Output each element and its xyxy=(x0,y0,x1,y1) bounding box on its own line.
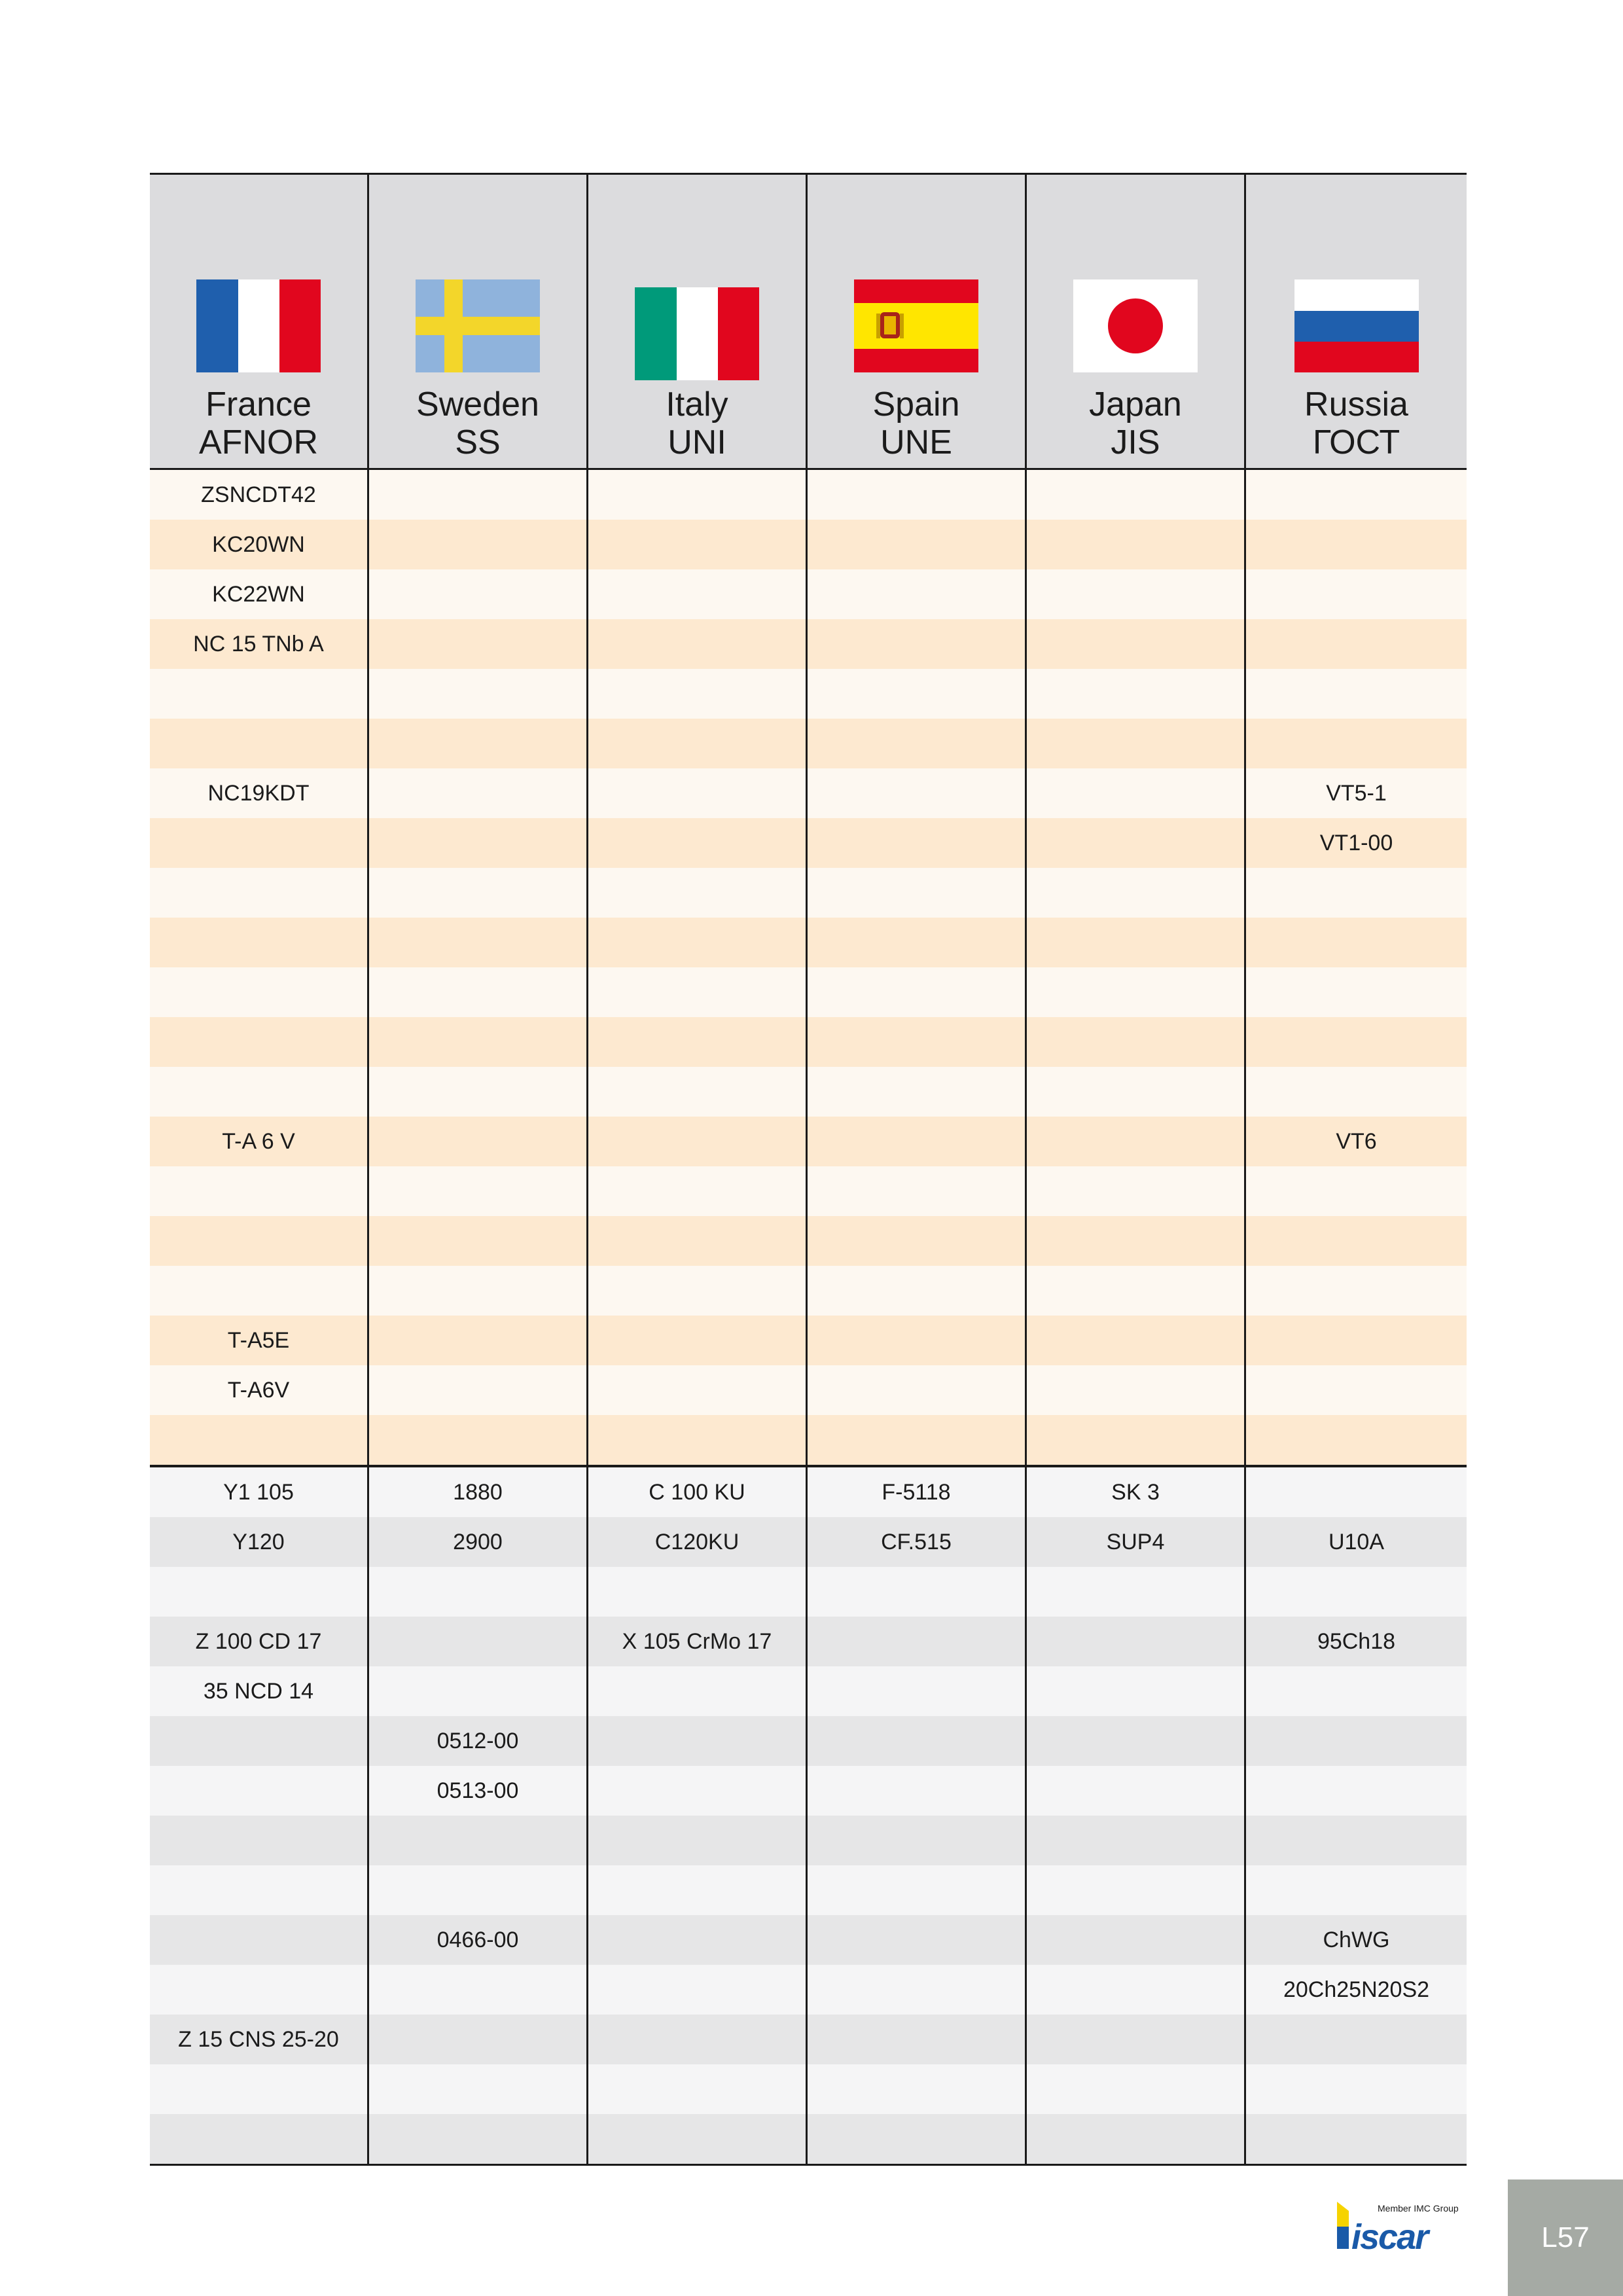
table-cell-japan: SK 3 xyxy=(1027,1467,1246,1517)
table-cell-russia xyxy=(1246,619,1467,669)
table-cell-sweden xyxy=(369,1365,588,1415)
table-row xyxy=(150,1766,1467,1816)
table-cell-russia xyxy=(1246,1816,1467,1865)
table-cell-france: T-A 6 V xyxy=(150,1117,369,1166)
table-cell-sweden xyxy=(369,1965,588,2015)
table-cell-france xyxy=(150,1415,369,1465)
table-cell-spain xyxy=(808,1316,1027,1365)
table-cell-russia xyxy=(1246,2114,1467,2164)
table-cell-sweden xyxy=(369,1266,588,1316)
table-row xyxy=(150,619,1467,669)
table-cell-sweden: 0513-00 xyxy=(369,1766,588,1816)
table-row xyxy=(150,868,1467,918)
table-cell-italy xyxy=(588,2114,808,2164)
table-cell-sweden xyxy=(369,2114,588,2164)
table-cell-russia: ChWG xyxy=(1323,1927,1390,1952)
table-cell-sweden: 2900 xyxy=(369,1517,588,1567)
table-cell-sweden xyxy=(369,1017,588,1067)
table-cell-sweden xyxy=(369,1216,588,1266)
table-cell-sweden: 0512-00 xyxy=(369,1716,588,1766)
table-cell-france xyxy=(150,967,369,1017)
table-cell-russia xyxy=(1246,1365,1467,1415)
column-header-japan xyxy=(1027,175,1246,468)
table-cell-spain xyxy=(808,967,1027,1017)
table-cell-japan xyxy=(1027,1266,1246,1316)
table-cell-italy xyxy=(588,1365,808,1415)
table-cell-italy xyxy=(588,768,808,818)
table-cell-france xyxy=(150,1865,369,1915)
table-cell-france xyxy=(150,918,369,967)
table-cell-france: Z 100 CD 17 xyxy=(150,1617,369,1666)
table-row xyxy=(150,1915,1467,1965)
table-cell-spain xyxy=(808,868,1027,918)
table-row xyxy=(150,669,1467,719)
table-cell-russia xyxy=(1246,1166,1467,1216)
table-cell-spain xyxy=(808,1365,1027,1415)
table-cell-italy xyxy=(588,1316,808,1365)
table-cell-spain xyxy=(808,569,1027,619)
material-cross-reference-table xyxy=(150,173,1467,2166)
table-cell-sweden xyxy=(369,1117,588,1166)
logo-tagline: Member IMC Group xyxy=(1378,2203,1459,2214)
table-cell-spain xyxy=(808,470,1027,520)
table-row xyxy=(150,818,1467,868)
table-cell-france: T-A5E xyxy=(150,1316,369,1365)
table-cell-russia xyxy=(1246,520,1467,569)
table-cell-russia xyxy=(1246,1567,1467,1617)
table-cell-italy xyxy=(588,719,808,768)
table-cell-france xyxy=(150,1266,369,1316)
table-cell-sweden xyxy=(369,818,588,868)
table-cell-france: 35 NCD 14 xyxy=(150,1666,369,1716)
table-cell-japan xyxy=(1027,1865,1246,1915)
table-cell-russia xyxy=(1246,967,1467,1017)
table-row xyxy=(150,1465,1467,1517)
table-cell-italy xyxy=(588,2064,808,2114)
table-cell-spain xyxy=(808,2064,1027,2114)
table-cell-japan xyxy=(1027,1766,1246,1816)
table-row xyxy=(150,1365,1467,1415)
table-cell-sweden xyxy=(369,1865,588,1915)
table-cell-sweden xyxy=(369,1816,588,1865)
standard-name: JIS xyxy=(1111,423,1160,461)
table-cell-sweden xyxy=(369,967,588,1017)
table-row xyxy=(150,768,1467,818)
table-cell-spain xyxy=(808,1017,1027,1067)
table-cell-spain xyxy=(808,1415,1027,1465)
table-cell-spain xyxy=(808,1117,1027,1166)
table-row xyxy=(150,967,1467,1017)
table-cell-france xyxy=(150,2114,369,2164)
table-cell-russia xyxy=(1246,1266,1467,1316)
table-cell-sweden xyxy=(369,719,588,768)
spain-flag-icon xyxy=(854,279,978,372)
table-row xyxy=(150,1517,1467,1567)
iscar-logo xyxy=(1336,2198,1470,2253)
table-cell-sweden xyxy=(369,520,588,569)
table-cell-sweden: 0466-00 xyxy=(369,1915,588,1965)
table-cell-spain xyxy=(808,1266,1027,1316)
table-row xyxy=(150,1266,1467,1316)
table-cell-sweden xyxy=(369,569,588,619)
table-cell-spain xyxy=(808,1617,1027,1666)
table-cell-italy xyxy=(588,868,808,918)
table-cell-italy: C120KU xyxy=(588,1517,808,1567)
table-cell-russia: 95Ch18 xyxy=(1317,1628,1396,1654)
table-row xyxy=(150,1567,1467,1617)
table-cell-spain xyxy=(808,768,1027,818)
table-cell-japan xyxy=(1027,470,1246,520)
table-cell-italy xyxy=(588,2015,808,2064)
table-row xyxy=(150,1415,1467,1465)
table-cell-france xyxy=(150,669,369,719)
table-cell-spain: CF.515 xyxy=(808,1517,1027,1567)
table-row xyxy=(150,2114,1467,2166)
table-row xyxy=(150,719,1467,768)
table-cell-japan xyxy=(1027,1415,1246,1465)
table-row xyxy=(150,1617,1467,1666)
table-cell-france: KC22WN xyxy=(150,569,369,619)
table-cell-sweden xyxy=(369,1415,588,1465)
table-cell-italy xyxy=(588,818,808,868)
table-row xyxy=(150,1017,1467,1067)
table-row xyxy=(150,2064,1467,2114)
page-number-tab xyxy=(1508,2179,1623,2296)
hardened-steel-section xyxy=(150,1465,1467,2166)
table-cell-japan xyxy=(1027,1567,1246,1617)
table-cell-japan xyxy=(1027,1216,1246,1266)
table-header-row xyxy=(150,175,1467,470)
table-cell-france xyxy=(150,1567,369,1617)
heat-resistant-section xyxy=(150,470,1467,1465)
table-cell-spain xyxy=(808,1965,1027,2015)
table-cell-italy xyxy=(588,1915,808,1965)
table-cell-france xyxy=(150,2064,369,2114)
table-row xyxy=(150,1316,1467,1365)
table-cell-japan xyxy=(1027,1666,1246,1716)
table-cell-spain xyxy=(808,1865,1027,1915)
table-cell-france xyxy=(150,1816,369,1865)
table-cell-spain: F-5118 xyxy=(808,1467,1027,1517)
table-cell-russia xyxy=(1246,1415,1467,1465)
table-cell-italy xyxy=(588,1216,808,1266)
country-name: Russia xyxy=(1304,386,1408,423)
table-cell-france xyxy=(150,1766,369,1816)
table-cell-sweden xyxy=(369,868,588,918)
table-cell-russia xyxy=(1246,1467,1467,1517)
standard-name: UNE xyxy=(880,423,952,461)
table-cell-france xyxy=(150,1915,369,1965)
table-cell-russia xyxy=(1246,2064,1467,2114)
table-row xyxy=(150,1216,1467,1266)
table-cell-france: NC19KDT xyxy=(150,768,369,818)
table-cell-italy xyxy=(588,1666,808,1716)
table-cell-russia xyxy=(1246,1666,1467,1716)
table-cell-russia: VT1-00 xyxy=(1319,830,1393,855)
table-cell-japan xyxy=(1027,967,1246,1017)
table-cell-sweden xyxy=(369,918,588,967)
table-cell-italy xyxy=(588,669,808,719)
country-name: Japan xyxy=(1089,386,1182,423)
table-cell-spain xyxy=(808,619,1027,669)
table-cell-russia xyxy=(1246,1716,1467,1766)
table-cell-japan xyxy=(1027,569,1246,619)
table-cell-japan xyxy=(1027,1166,1246,1216)
table-cell-spain xyxy=(808,520,1027,569)
table-cell-sweden: 1880 xyxy=(369,1467,588,1517)
table-cell-france xyxy=(150,1166,369,1216)
table-row xyxy=(150,1117,1467,1166)
table-cell-italy xyxy=(588,1766,808,1816)
table-cell-japan xyxy=(1027,2114,1246,2164)
table-cell-italy: X 105 CrMo 17 xyxy=(588,1617,808,1666)
table-cell-spain xyxy=(808,1567,1027,1617)
table-row xyxy=(150,520,1467,569)
table-cell-italy xyxy=(588,1865,808,1915)
table-cell-italy xyxy=(588,470,808,520)
table-cell-sweden xyxy=(369,470,588,520)
japan-flag-icon xyxy=(1073,279,1198,372)
table-cell-spain xyxy=(808,1067,1027,1117)
table-row xyxy=(150,1816,1467,1865)
table-cell-france xyxy=(150,1017,369,1067)
table-cell-japan xyxy=(1027,868,1246,918)
table-cell-spain xyxy=(808,669,1027,719)
table-cell-russia xyxy=(1246,470,1467,520)
table-row xyxy=(150,569,1467,619)
table-cell-japan xyxy=(1027,669,1246,719)
table-cell-japan xyxy=(1027,2064,1246,2114)
table-cell-france: Z 15 CNS 25-20 xyxy=(150,2015,369,2064)
table-cell-russia xyxy=(1246,1766,1467,1816)
table-cell-italy xyxy=(588,520,808,569)
country-name: Italy xyxy=(666,386,728,423)
table-cell-japan xyxy=(1027,2015,1246,2064)
table-cell-sweden xyxy=(369,1067,588,1117)
table-cell-russia xyxy=(1246,719,1467,768)
table-cell-japan xyxy=(1027,768,1246,818)
table-row xyxy=(150,470,1467,520)
table-cell-italy xyxy=(588,1415,808,1465)
table-cell-italy: C 100 KU xyxy=(588,1467,808,1517)
table-cell-france: T-A6V xyxy=(150,1365,369,1415)
table-cell-japan xyxy=(1027,1316,1246,1365)
table-cell-russia xyxy=(1246,569,1467,619)
table-cell-russia xyxy=(1246,868,1467,918)
logo-wordmark: iscar xyxy=(1351,2217,1428,2253)
table-cell-spain xyxy=(808,818,1027,868)
table-cell-france xyxy=(150,719,369,768)
table-cell-russia xyxy=(1246,1865,1467,1915)
column-header-france xyxy=(150,175,369,468)
table-cell-italy xyxy=(588,1816,808,1865)
table-cell-russia: 20Ch25N20S2 xyxy=(1283,1977,1430,2002)
standard-name: AFNOR xyxy=(199,423,318,461)
table-cell-russia xyxy=(1246,918,1467,967)
table-cell-spain xyxy=(808,1666,1027,1716)
table-cell-japan xyxy=(1027,1017,1246,1067)
table-cell-italy xyxy=(588,1067,808,1117)
table-cell-japan xyxy=(1027,1117,1246,1166)
standard-name: SS xyxy=(455,423,501,461)
table-cell-sweden xyxy=(369,768,588,818)
column-header-spain xyxy=(808,175,1027,468)
table-row xyxy=(150,1965,1467,2015)
standard-name: ГОСТ xyxy=(1312,423,1400,461)
table-cell-france: NC 15 TNb A xyxy=(150,619,369,669)
table-cell-italy xyxy=(588,1017,808,1067)
table-row xyxy=(150,1067,1467,1117)
table-cell-spain xyxy=(808,1716,1027,1766)
standard-name: UNI xyxy=(668,423,726,461)
table-cell-japan xyxy=(1027,1965,1246,2015)
table-cell-france xyxy=(150,818,369,868)
table-row xyxy=(150,1666,1467,1716)
table-cell-spain xyxy=(808,719,1027,768)
table-cell-italy xyxy=(588,967,808,1017)
table-cell-france xyxy=(150,868,369,918)
table-cell-russia xyxy=(1246,669,1467,719)
table-cell-sweden xyxy=(369,669,588,719)
table-cell-russia xyxy=(1246,1316,1467,1365)
table-cell-italy xyxy=(588,1965,808,2015)
column-header-sweden xyxy=(369,175,588,468)
table-row xyxy=(150,2015,1467,2064)
table-cell-france: Y1 105 xyxy=(150,1467,369,1517)
country-name: Spain xyxy=(872,386,960,423)
table-cell-russia: VT5-1 xyxy=(1326,780,1387,806)
table-cell-japan xyxy=(1027,1816,1246,1865)
table-cell-sweden xyxy=(369,1666,588,1716)
table-cell-japan xyxy=(1027,918,1246,967)
table-cell-france: KC20WN xyxy=(150,520,369,569)
column-header-italy xyxy=(588,175,808,468)
table-cell-sweden xyxy=(369,619,588,669)
country-name: France xyxy=(205,386,312,423)
sweden-flag-icon xyxy=(416,279,540,372)
table-cell-russia xyxy=(1246,2015,1467,2064)
table-cell-france: Y120 xyxy=(150,1517,369,1567)
column-header-russia xyxy=(1246,175,1467,468)
table-cell-russia xyxy=(1246,1017,1467,1067)
table-cell-italy xyxy=(588,1266,808,1316)
table-cell-spain xyxy=(808,2015,1027,2064)
table-cell-sweden xyxy=(369,1567,588,1617)
table-cell-italy xyxy=(588,918,808,967)
table-cell-france xyxy=(150,1716,369,1766)
country-name: Sweden xyxy=(416,386,539,423)
table-row xyxy=(150,1716,1467,1766)
table-cell-russia: VT6 xyxy=(1336,1128,1377,1154)
table-cell-italy xyxy=(588,1567,808,1617)
table-cell-russia: U10A xyxy=(1328,1529,1385,1554)
table-cell-japan xyxy=(1027,1617,1246,1666)
table-cell-japan xyxy=(1027,520,1246,569)
table-cell-italy xyxy=(588,1166,808,1216)
table-cell-sweden xyxy=(369,1166,588,1216)
table-cell-sweden xyxy=(369,1316,588,1365)
table-cell-italy xyxy=(588,619,808,669)
table-cell-spain xyxy=(808,1166,1027,1216)
table-row xyxy=(150,1166,1467,1216)
table-cell-france: ZSNCDT42 xyxy=(150,470,369,520)
table-cell-spain xyxy=(808,1915,1027,1965)
table-cell-spain xyxy=(808,918,1027,967)
france-flag-icon xyxy=(196,279,321,372)
table-cell-sweden xyxy=(369,1617,588,1666)
table-row xyxy=(150,1865,1467,1915)
page-number: L57 xyxy=(1541,2221,1590,2253)
table-cell-italy xyxy=(588,569,808,619)
table-cell-japan xyxy=(1027,619,1246,669)
table-cell-spain xyxy=(808,2114,1027,2164)
table-cell-france xyxy=(150,1965,369,2015)
table-cell-spain xyxy=(808,1766,1027,1816)
table-cell-russia xyxy=(1246,1067,1467,1117)
table-cell-sweden xyxy=(369,2064,588,2114)
table-cell-japan xyxy=(1027,1067,1246,1117)
russia-flag-icon xyxy=(1294,279,1419,372)
table-cell-italy xyxy=(588,1716,808,1766)
table-cell-spain xyxy=(808,1816,1027,1865)
table-cell-japan xyxy=(1027,719,1246,768)
table-cell-russia xyxy=(1246,1216,1467,1266)
table-cell-sweden xyxy=(369,2015,588,2064)
table-row xyxy=(150,918,1467,967)
table-cell-france xyxy=(150,1216,369,1266)
table-cell-japan xyxy=(1027,1716,1246,1766)
table-cell-france xyxy=(150,1067,369,1117)
table-cell-italy xyxy=(588,1117,808,1166)
table-cell-japan xyxy=(1027,1365,1246,1415)
table-cell-japan xyxy=(1027,818,1246,868)
table-cell-japan xyxy=(1027,1915,1246,1965)
table-cell-spain xyxy=(808,1216,1027,1266)
table-cell-japan: SUP4 xyxy=(1027,1517,1246,1567)
italy-flag-icon xyxy=(635,287,759,380)
